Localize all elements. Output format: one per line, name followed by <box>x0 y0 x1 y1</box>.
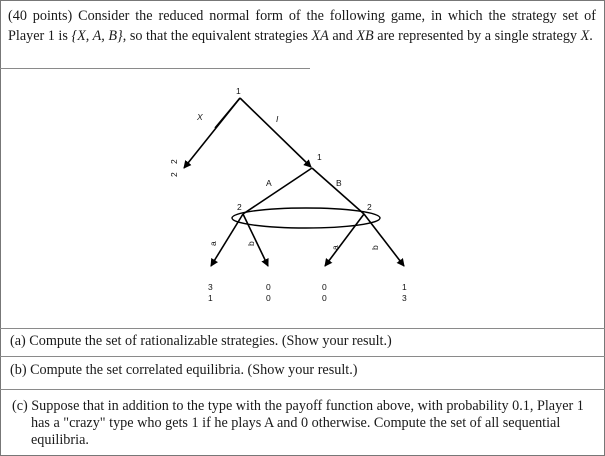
left-b-label: b <box>246 241 256 246</box>
edge-b <box>312 168 364 214</box>
edge-right-b <box>364 214 404 266</box>
payoff-x-top: 2 <box>169 159 179 164</box>
intro-text-1: (40 points) Consider the reduced normal form of the following game, in which the strategy set of Player 1 is <box>8 8 596 44</box>
intro-text-5: . <box>589 28 593 44</box>
equiv-strategy-xb: XB <box>356 28 374 44</box>
edge-left-b <box>243 214 268 266</box>
edge-left-a <box>211 214 243 266</box>
move-b-label: B <box>336 178 342 188</box>
payoff-x-bottom: 2 <box>169 172 179 177</box>
question-a: (a) Compute the set of rationalizable strategies. (Show your result.) <box>10 333 392 349</box>
strategy-set: {X, A, B} <box>71 28 123 44</box>
question-b: (b) Compute the set correlated equilibria. (Show your result.) <box>10 362 358 378</box>
info-right-player: 2 <box>367 202 372 212</box>
move-i-label: I <box>276 114 279 124</box>
intro-text-4: are represented by a single strategy <box>373 28 581 44</box>
edge-x-full <box>184 98 240 168</box>
leaf1-top: 3 <box>208 282 213 292</box>
divider-a <box>0 328 605 329</box>
question-c-text: (c) Suppose that in addition to the type with the payoff function above, with probability 0.1, Player 1 has a "crazy" type who gets 1 if he plays A and 0 otherwise. Compute the set of all sequential equilibria. <box>12 398 584 448</box>
intro-text-3: and <box>328 28 357 44</box>
left-a-label: a <box>208 241 218 246</box>
root-player-label: 1 <box>236 86 241 96</box>
info-left-player: 2 <box>237 202 242 212</box>
divider-b <box>0 356 605 357</box>
edge-x-arrow <box>186 128 215 163</box>
node2-player-label: 1 <box>317 152 322 162</box>
leaf1-bottom: 1 <box>208 293 213 303</box>
leaf2-bottom: 0 <box>266 293 271 303</box>
question-c <box>10 398 594 449</box>
leaf4-bottom: 3 <box>402 293 407 303</box>
leaf2-top: 0 <box>266 282 271 292</box>
information-set <box>232 208 380 228</box>
divider-c <box>0 389 605 390</box>
edge-i <box>240 98 311 167</box>
move-a-label: A <box>266 178 272 188</box>
intro-text-2: , so that the equivalent strategies <box>122 28 312 44</box>
leaf3-bottom: 0 <box>322 293 327 303</box>
right-a-label: a <box>330 245 340 250</box>
edge-right-a <box>325 214 364 266</box>
right-b-label: b <box>370 245 380 250</box>
move-x-label: X <box>197 112 203 122</box>
leaf4-top: 1 <box>402 282 407 292</box>
leaf3-top: 0 <box>322 282 327 292</box>
equiv-strategy-xa: XA <box>311 28 329 44</box>
edge-a <box>243 168 312 214</box>
single-strategy: X <box>580 28 590 44</box>
